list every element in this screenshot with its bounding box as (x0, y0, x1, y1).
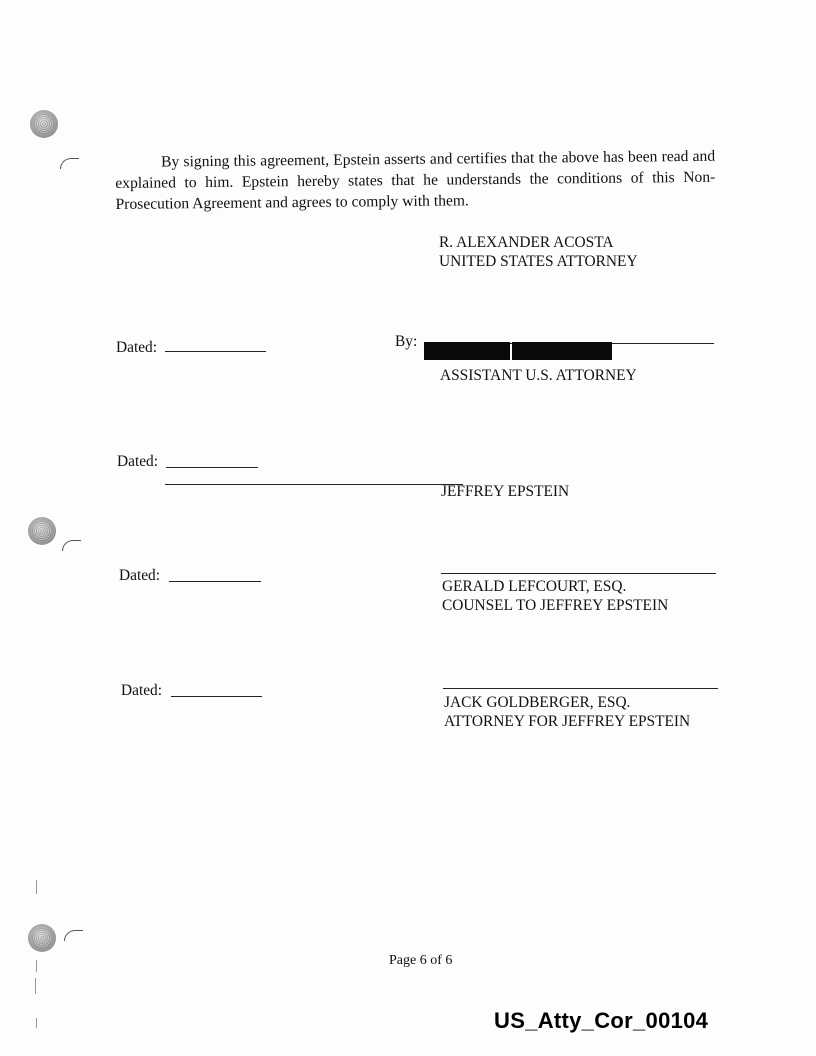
certification-text: By signing this agreement, Epstein asserts and certifies that the above has been read and explained to him. Epstein hereby states that he understands the conditions of this Non-Prosecution Agreement and agrees to comply with them. (115, 147, 716, 213)
signer-role-lefcourt: COUNSEL TO JEFFREY EPSTEIN (442, 597, 669, 614)
signer-name-goldberger: JACK GOLDBERGER, ESQ. (444, 694, 631, 711)
scan-mark (62, 540, 81, 551)
scan-mark (36, 1018, 37, 1028)
punch-hole-top (30, 110, 58, 138)
scan-mark (64, 930, 83, 941)
date-line-lefcourt (169, 581, 261, 582)
signature-line-epstein (165, 484, 463, 485)
dated-label-goldberger: Dated: (121, 682, 163, 699)
signer-title-government: ASSISTANT U.S. ATTORNEY (440, 367, 637, 384)
scan-mark (35, 978, 36, 994)
signature-line-goldberger (443, 688, 718, 689)
dated-label-lefcourt: Dated: (119, 567, 161, 584)
dated-label-epstein: Dated: (117, 453, 159, 470)
date-line-goldberger (171, 696, 262, 697)
redaction-block: redacted name (424, 342, 510, 360)
page-number: Page 6 of 6 (389, 953, 453, 968)
punch-hole-bottom (28, 924, 56, 952)
by-label: By: (395, 333, 418, 350)
signer-name-epstein: JEFFREY EPSTEIN (441, 483, 570, 500)
signer-name-lefcourt: GERALD LEFCOURT, ESQ. (442, 578, 627, 595)
certification-paragraph (115, 146, 716, 215)
scan-mark (36, 880, 37, 894)
scan-mark (36, 960, 37, 972)
date-line-government (165, 351, 266, 352)
us-attorney-title: UNITED STATES ATTORNEY (439, 253, 638, 270)
us-attorney-name: R. ALEXANDER ACOSTA (439, 234, 614, 251)
signer-role-goldberger: ATTORNEY FOR JEFFREY EPSTEIN (444, 713, 691, 730)
redaction-block (512, 342, 612, 360)
punch-hole-middle (28, 517, 56, 545)
bates-stamp: US_Atty_Cor_00104 (494, 1008, 709, 1033)
signature-line-lefcourt (441, 573, 716, 574)
dated-label-government: Dated: (116, 339, 158, 356)
scan-mark (60, 158, 79, 169)
date-line-epstein (166, 467, 258, 468)
